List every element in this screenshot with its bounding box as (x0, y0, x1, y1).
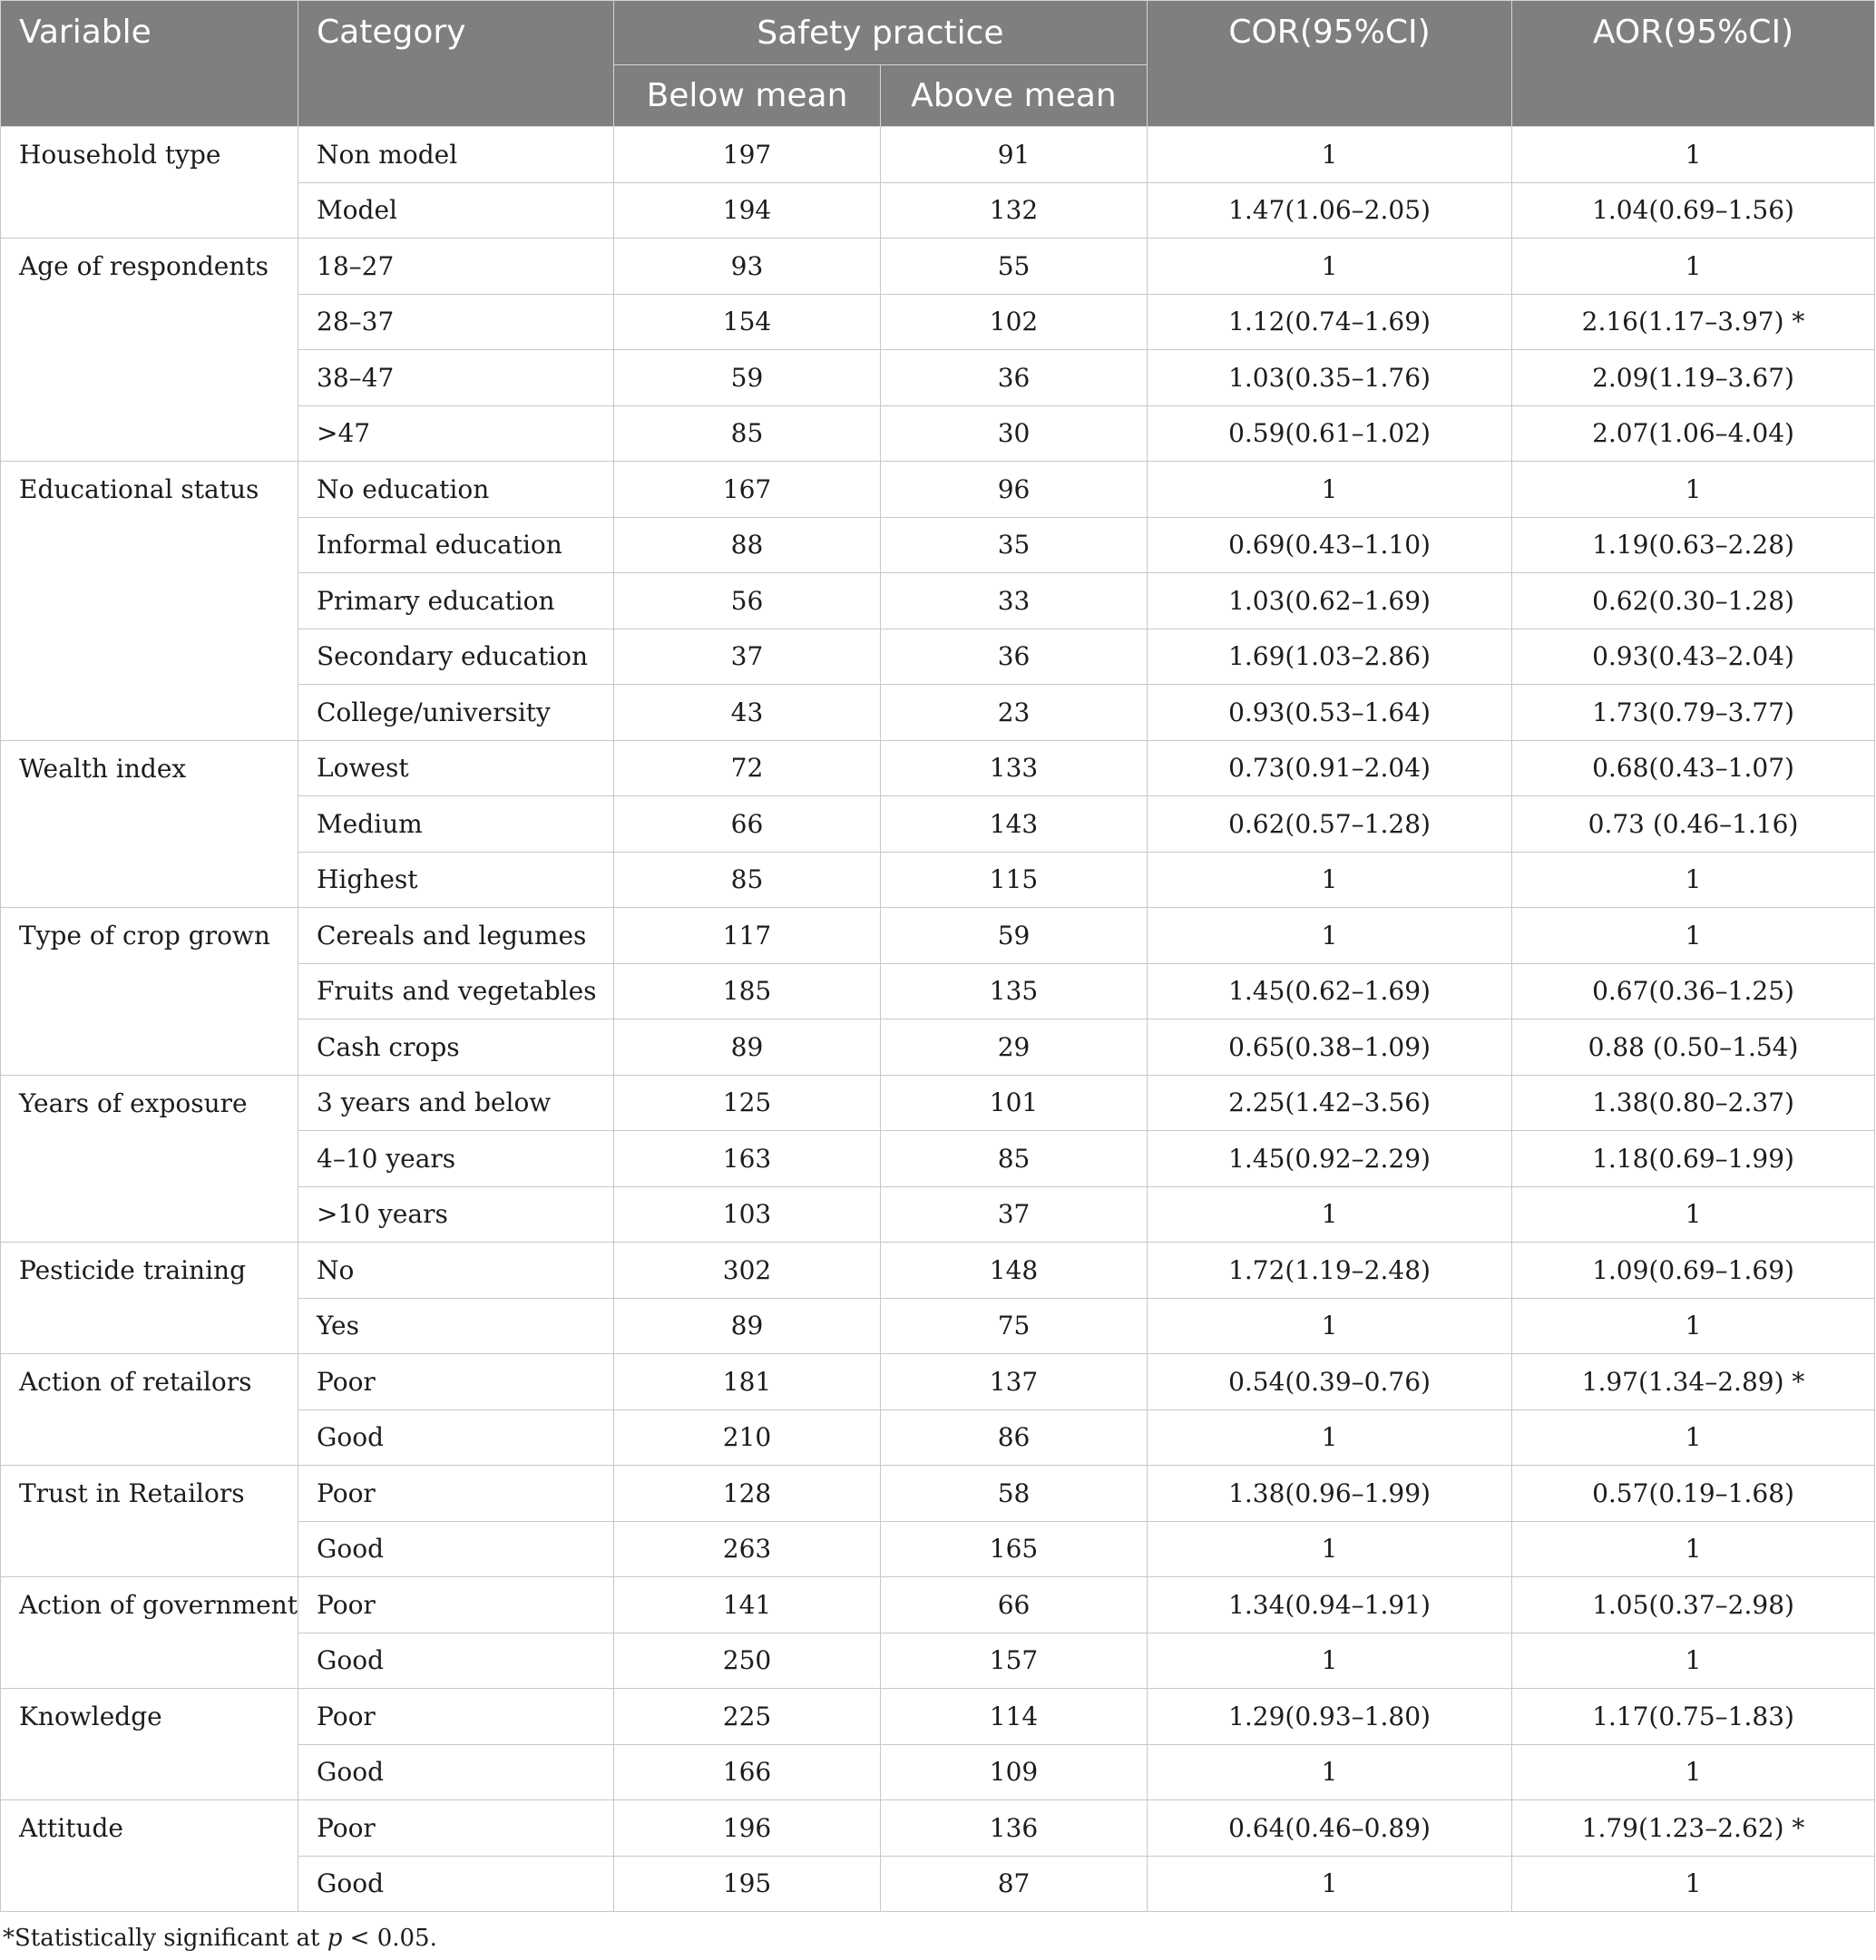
aor-cell: 2.09(1.19–3.67) (1512, 350, 1875, 406)
category-cell: Secondary education (298, 629, 614, 685)
category-cell: Good (298, 1409, 614, 1466)
aor-cell: 1 (1512, 1298, 1875, 1354)
category-cell: >10 years (298, 1186, 614, 1243)
above-mean-cell: 101 (881, 1075, 1148, 1131)
category-cell: Lowest (298, 740, 614, 796)
aor-cell: 1.17(0.75–1.83) (1512, 1689, 1875, 1745)
cor-cell: 1 (1148, 127, 1512, 183)
cor-cell: 1 (1148, 1856, 1512, 1912)
category-cell: Poor (298, 1466, 614, 1522)
aor-cell: 1 (1512, 1633, 1875, 1689)
aor-cell: 0.57(0.19–1.68) (1512, 1466, 1875, 1522)
table-row (1, 908, 1875, 964)
cor-cell: 0.69(0.43–1.10) (1148, 517, 1512, 573)
below-mean-cell: 195 (614, 1856, 881, 1912)
cor-cell: 1.72(1.19–2.48) (1148, 1243, 1512, 1299)
below-mean-cell: 210 (614, 1409, 881, 1466)
aor-cell: 1.05(0.37–2.98) (1512, 1577, 1875, 1633)
aor-cell: 1 (1512, 127, 1875, 183)
footnote-p: p (327, 1925, 343, 1952)
cor-cell: 1.38(0.96–1.99) (1148, 1466, 1512, 1522)
below-mean-cell: 263 (614, 1521, 881, 1577)
above-mean-cell: 30 (881, 405, 1148, 462)
aor-cell: 1 (1512, 1186, 1875, 1243)
aor-cell: 1 (1512, 1856, 1875, 1912)
above-mean-cell: 23 (881, 685, 1148, 741)
table-row (1, 1243, 1875, 1299)
variable-cell: Action of government (1, 1577, 298, 1689)
below-mean-cell: 196 (614, 1800, 881, 1857)
cor-cell: 2.25(1.42–3.56) (1148, 1075, 1512, 1131)
cor-cell: 0.73(0.91–2.04) (1148, 740, 1512, 796)
aor-cell: 1 (1512, 1744, 1875, 1800)
table-row (1, 1577, 1875, 1633)
above-mean-cell: 36 (881, 629, 1148, 685)
table-row (1, 1800, 1875, 1857)
cor-cell: 1 (1148, 1521, 1512, 1577)
table-row (1, 239, 1875, 295)
aor-cell: 0.88 (0.50–1.54) (1512, 1019, 1875, 1076)
variable-cell: Educational status (1, 462, 298, 741)
below-mean-cell: 37 (614, 629, 881, 685)
below-mean-cell: 166 (614, 1744, 881, 1800)
cor-cell: 1.45(0.62–1.69) (1148, 963, 1512, 1019)
cor-cell: 1.29(0.93–1.80) (1148, 1689, 1512, 1745)
above-mean-cell: 136 (881, 1800, 1148, 1857)
above-mean-cell: 86 (881, 1409, 1148, 1466)
below-mean-cell: 128 (614, 1466, 881, 1522)
category-cell: >47 (298, 405, 614, 462)
category-cell: Poor (298, 1800, 614, 1857)
header-safety-practice: Safety practice (614, 1, 1148, 65)
cor-cell: 1 (1148, 462, 1512, 518)
variable-cell: Attitude (1, 1800, 298, 1912)
below-mean-cell: 85 (614, 405, 881, 462)
cor-cell: 1 (1148, 852, 1512, 908)
cor-cell: 0.62(0.57–1.28) (1148, 796, 1512, 853)
category-cell: Good (298, 1633, 614, 1689)
below-mean-cell: 167 (614, 462, 881, 518)
aor-cell: 1.79(1.23–2.62) * (1512, 1800, 1875, 1857)
below-mean-cell: 43 (614, 685, 881, 741)
cor-cell: 1.45(0.92–2.29) (1148, 1131, 1512, 1187)
below-mean-cell: 225 (614, 1689, 881, 1745)
above-mean-cell: 135 (881, 963, 1148, 1019)
category-cell: Non model (298, 127, 614, 183)
cor-cell: 1 (1148, 1409, 1512, 1466)
below-mean-cell: 56 (614, 573, 881, 629)
aor-cell: 0.68(0.43–1.07) (1512, 740, 1875, 796)
footnote (3, 1925, 437, 1952)
aor-cell: 1 (1512, 462, 1875, 518)
table-row (1, 740, 1875, 796)
aor-cell: 1.18(0.69–1.99) (1512, 1131, 1875, 1187)
cor-cell: 1.69(1.03–2.86) (1148, 629, 1512, 685)
above-mean-cell: 36 (881, 350, 1148, 406)
below-mean-cell: 302 (614, 1243, 881, 1299)
below-mean-cell: 89 (614, 1019, 881, 1076)
above-mean-cell: 132 (881, 182, 1148, 239)
header-variable: Variable (1, 1, 298, 127)
table-row (1, 462, 1875, 518)
category-cell: College/university (298, 685, 614, 741)
above-mean-cell: 148 (881, 1243, 1148, 1299)
below-mean-cell: 194 (614, 182, 881, 239)
cor-cell: 1.03(0.62–1.69) (1148, 573, 1512, 629)
category-cell: Poor (298, 1577, 614, 1633)
header-category: Category (298, 1, 614, 127)
below-mean-cell: 72 (614, 740, 881, 796)
variable-cell: Trust in Retailors (1, 1466, 298, 1577)
footnote-prefix: *Statistically significant at (3, 1925, 327, 1952)
below-mean-cell: 197 (614, 127, 881, 183)
cor-cell: 1 (1148, 1298, 1512, 1354)
cor-cell: 1.03(0.35–1.76) (1148, 350, 1512, 406)
above-mean-cell: 102 (881, 294, 1148, 350)
category-cell: 28–37 (298, 294, 614, 350)
aor-cell: 1 (1512, 239, 1875, 295)
aor-cell: 1.09(0.69–1.69) (1512, 1243, 1875, 1299)
cor-cell: 0.93(0.53–1.64) (1148, 685, 1512, 741)
variable-cell: Action of retailors (1, 1354, 298, 1466)
category-cell: Yes (298, 1298, 614, 1354)
aor-cell: 0.62(0.30–1.28) (1512, 573, 1875, 629)
below-mean-cell: 88 (614, 517, 881, 573)
cor-cell: 1 (1148, 908, 1512, 964)
above-mean-cell: 96 (881, 462, 1148, 518)
below-mean-cell: 117 (614, 908, 881, 964)
above-mean-cell: 157 (881, 1633, 1148, 1689)
above-mean-cell: 29 (881, 1019, 1148, 1076)
aor-cell: 1.38(0.80–2.37) (1512, 1075, 1875, 1131)
aor-cell: 1 (1512, 852, 1875, 908)
cor-cell: 1 (1148, 239, 1512, 295)
above-mean-cell: 137 (881, 1354, 1148, 1410)
variable-cell: Pesticide training (1, 1243, 298, 1354)
footnote-suffix: < 0.05. (342, 1925, 437, 1952)
table-row (1, 1689, 1875, 1745)
table-row (1, 127, 1875, 183)
category-cell: 18–27 (298, 239, 614, 295)
category-cell: Good (298, 1521, 614, 1577)
cor-cell: 1 (1148, 1744, 1512, 1800)
category-cell: Cash crops (298, 1019, 614, 1076)
below-mean-cell: 185 (614, 963, 881, 1019)
below-mean-cell: 59 (614, 350, 881, 406)
above-mean-cell: 75 (881, 1298, 1148, 1354)
cor-cell: 1.12(0.74–1.69) (1148, 294, 1512, 350)
above-mean-cell: 55 (881, 239, 1148, 295)
below-mean-cell: 141 (614, 1577, 881, 1633)
above-mean-cell: 59 (881, 908, 1148, 964)
category-cell: Primary education (298, 573, 614, 629)
below-mean-cell: 181 (614, 1354, 881, 1410)
aor-cell: 2.07(1.06–4.04) (1512, 405, 1875, 462)
above-mean-cell: 133 (881, 740, 1148, 796)
cor-cell: 0.65(0.38–1.09) (1148, 1019, 1512, 1076)
aor-cell: 1.97(1.34–2.89) * (1512, 1354, 1875, 1410)
category-cell: Model (298, 182, 614, 239)
category-cell: Cereals and legumes (298, 908, 614, 964)
category-cell: Medium (298, 796, 614, 853)
above-mean-cell: 66 (881, 1577, 1148, 1633)
category-cell: Poor (298, 1689, 614, 1745)
variable-cell: Household type (1, 127, 298, 239)
above-mean-cell: 109 (881, 1744, 1148, 1800)
below-mean-cell: 89 (614, 1298, 881, 1354)
cor-cell: 0.54(0.39–0.76) (1148, 1354, 1512, 1410)
cor-cell: 0.64(0.46–0.89) (1148, 1800, 1512, 1857)
above-mean-cell: 58 (881, 1466, 1148, 1522)
header-cor: COR(95%CI) (1148, 1, 1512, 127)
above-mean-cell: 35 (881, 517, 1148, 573)
category-cell: 4–10 years (298, 1131, 614, 1187)
category-cell: No education (298, 462, 614, 518)
category-cell: Poor (298, 1354, 614, 1410)
variable-cell: Age of respondents (1, 239, 298, 462)
category-cell: Highest (298, 852, 614, 908)
table-row (1, 1075, 1875, 1131)
category-cell: Informal education (298, 517, 614, 573)
below-mean-cell: 85 (614, 852, 881, 908)
cor-cell: 1.47(1.06–2.05) (1148, 182, 1512, 239)
category-cell: 3 years and below (298, 1075, 614, 1131)
category-cell: Good (298, 1856, 614, 1912)
below-mean-cell: 154 (614, 294, 881, 350)
below-mean-cell: 93 (614, 239, 881, 295)
category-cell: No (298, 1243, 614, 1299)
above-mean-cell: 33 (881, 573, 1148, 629)
above-mean-cell: 165 (881, 1521, 1148, 1577)
aor-cell: 1.73(0.79–3.77) (1512, 685, 1875, 741)
variable-cell: Wealth index (1, 740, 298, 908)
aor-cell: 1 (1512, 1521, 1875, 1577)
above-mean-cell: 115 (881, 852, 1148, 908)
above-mean-cell: 143 (881, 796, 1148, 853)
aor-cell: 1.04(0.69–1.56) (1512, 182, 1875, 239)
cor-cell: 1 (1148, 1633, 1512, 1689)
header-above-mean: Above mean (881, 65, 1148, 127)
below-mean-cell: 103 (614, 1186, 881, 1243)
header-aor: AOR(95%CI) (1512, 1, 1875, 127)
table-row (1, 1466, 1875, 1522)
above-mean-cell: 91 (881, 127, 1148, 183)
aor-cell: 2.16(1.17–3.97) * (1512, 294, 1875, 350)
above-mean-cell: 114 (881, 1689, 1148, 1745)
below-mean-cell: 66 (614, 796, 881, 853)
aor-cell: 1 (1512, 1409, 1875, 1466)
cor-cell: 1 (1148, 1186, 1512, 1243)
cor-cell: 1.34(0.94–1.91) (1148, 1577, 1512, 1633)
category-cell: 38–47 (298, 350, 614, 406)
aor-cell: 0.67(0.36–1.25) (1512, 963, 1875, 1019)
above-mean-cell: 85 (881, 1131, 1148, 1187)
below-mean-cell: 250 (614, 1633, 881, 1689)
variable-cell: Years of exposure (1, 1075, 298, 1243)
category-cell: Good (298, 1744, 614, 1800)
aor-cell: 1 (1512, 908, 1875, 964)
below-mean-cell: 163 (614, 1131, 881, 1187)
variable-cell: Type of crop grown (1, 908, 298, 1076)
above-mean-cell: 37 (881, 1186, 1148, 1243)
header-below-mean: Below mean (614, 65, 881, 127)
above-mean-cell: 87 (881, 1856, 1148, 1912)
aor-cell: 0.73 (0.46–1.16) (1512, 796, 1875, 853)
category-cell: Fruits and vegetables (298, 963, 614, 1019)
below-mean-cell: 125 (614, 1075, 881, 1131)
variable-cell: Knowledge (1, 1689, 298, 1800)
cor-cell: 0.59(0.61–1.02) (1148, 405, 1512, 462)
aor-cell: 0.93(0.43–2.04) (1512, 629, 1875, 685)
aor-cell: 1.19(0.63–2.28) (1512, 517, 1875, 573)
table-row (1, 1354, 1875, 1410)
